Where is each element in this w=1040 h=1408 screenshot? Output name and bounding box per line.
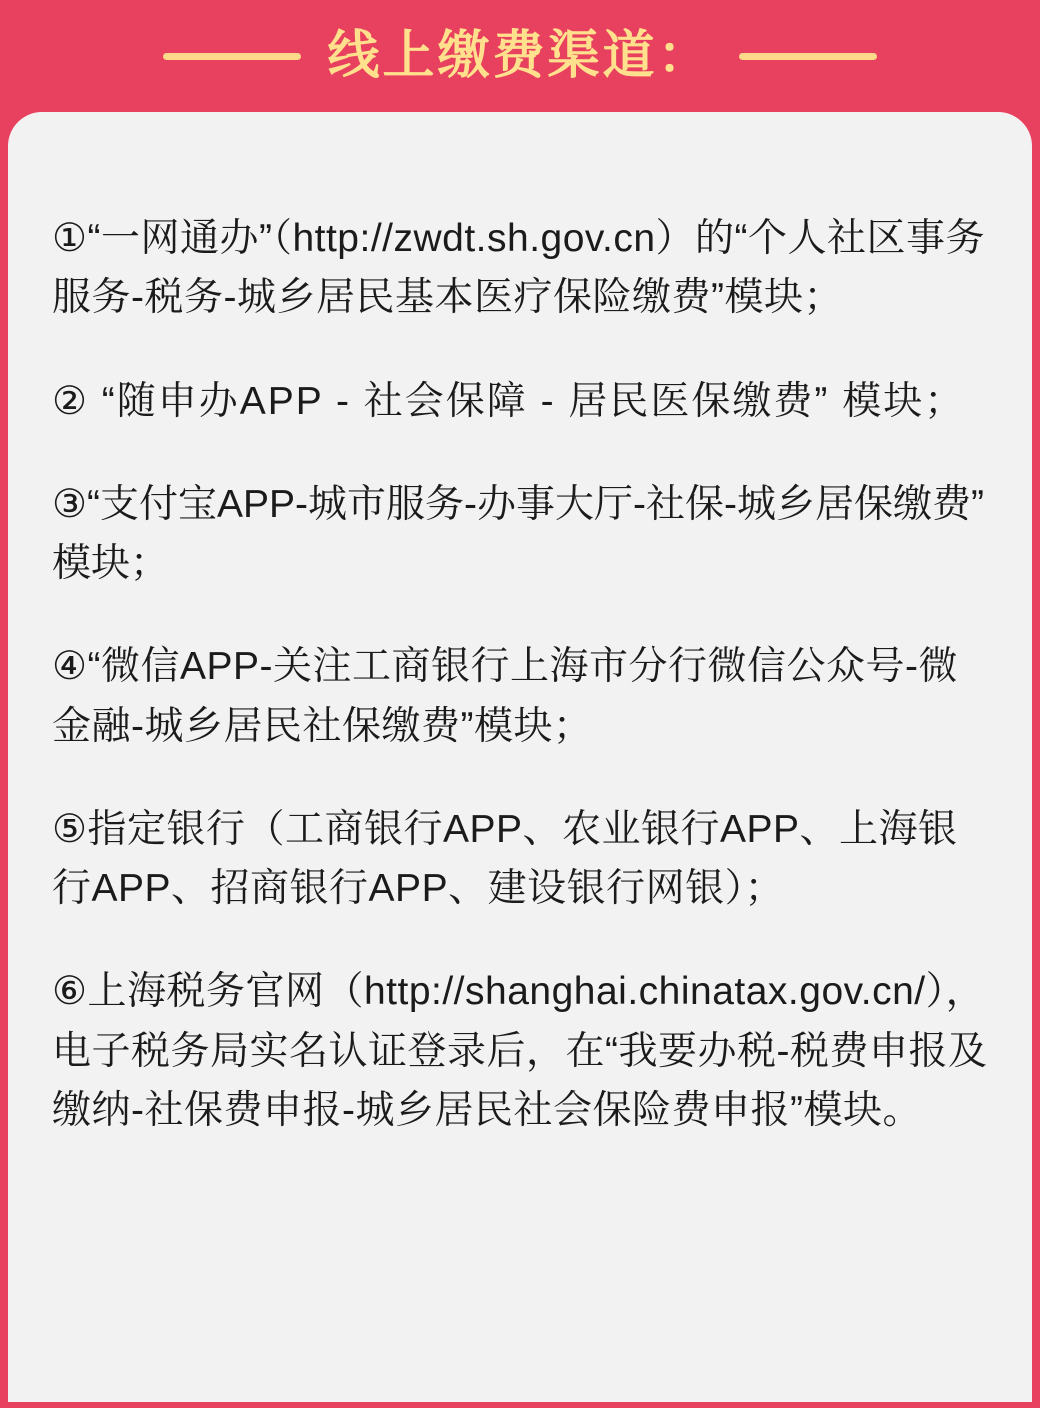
right-rule-decoration	[739, 53, 877, 60]
list-item: ③“支付宝APP-城市服务-办事大厅-社保-城乡居保缴费”模块；	[52, 482, 984, 586]
list-item: ② “随申办APP - 社会保障 - 居民医保缴费” 模块；	[52, 379, 966, 423]
list-item: ⑥上海税务官网（http://shanghai.chinatax.gov.cn/），电子税务局实名认证登录后，在“我要办税-税费申报及缴纳-社保费申报-城乡居民社会保险费申报”模块。	[52, 970, 988, 1132]
list-item: ⑤指定银行（工商银行APP、农业银行APP、上海银行APP、招商银行APP、建设银行网银）；	[52, 807, 958, 911]
content-card	[8, 112, 1032, 1402]
page-title: 线上缴费渠道：	[327, 27, 713, 85]
left-rule-decoration	[163, 53, 301, 60]
poster-header	[0, 0, 1040, 112]
list-item: ④“微信APP-关注工商银行上海市分行微信公众号-微金融-城乡居民社保缴费”模块；	[52, 645, 958, 748]
list-item: ①“一网通办”（http://zwdt.sh.gov.cn）的“个人社区事务服务-税务-城乡居民基本医疗保险缴费”模块；	[52, 217, 986, 320]
